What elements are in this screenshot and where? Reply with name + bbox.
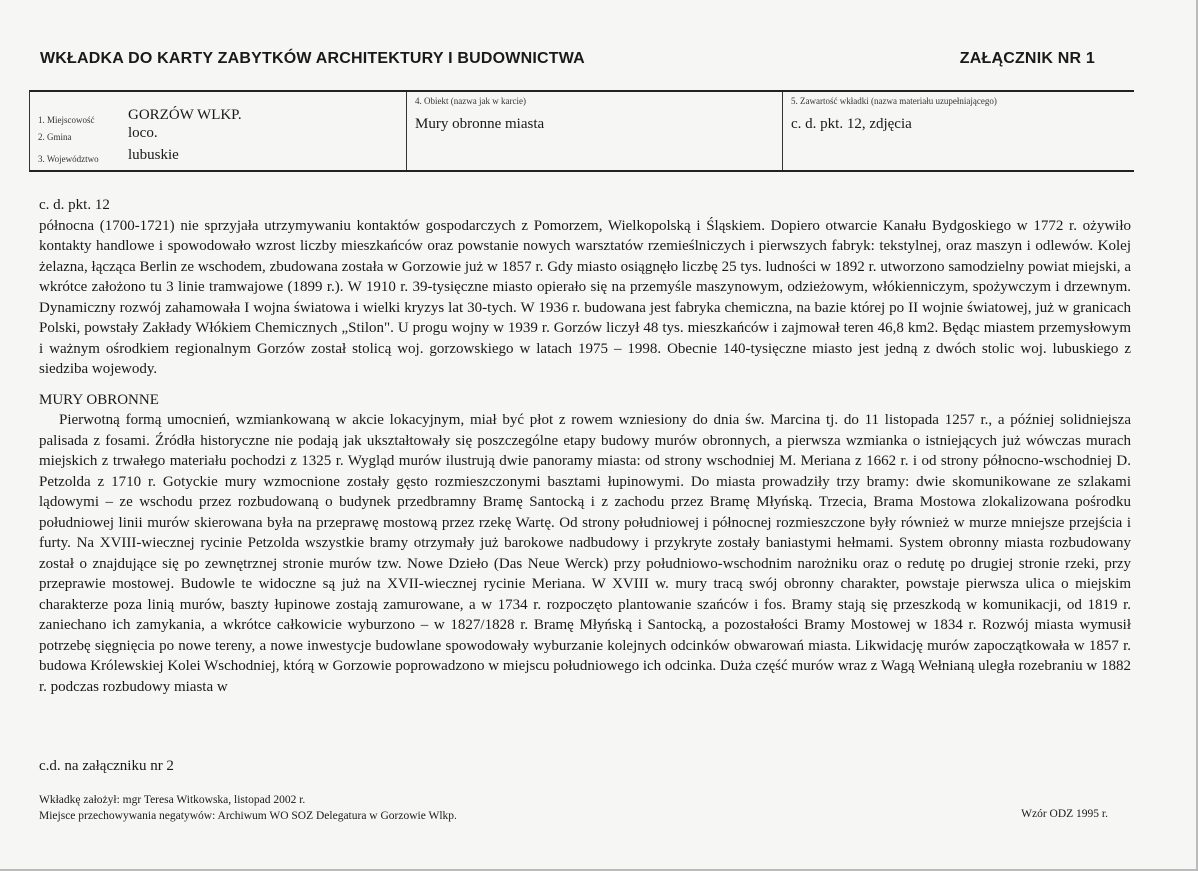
commune-label: 2. Gmina [38,132,72,142]
location-cell [30,92,406,170]
paragraph-walls: Pierwotną formą umocnień, wzmiankowaną w akcie lokacyjnym, miał być płot z rowem wzniesiony do dnia św. Marcina tj. do 11 listopada 1257 r., a później solidniejsza palisada z fosami. Źródła historyczne nie podają jak ukształtowały się poszczególne etapy budowy murów obronnych, a pierwsza wzmianka o istniejących już wówczas murach miejskich z trwałego materiału pochodzi z 1325 r. Wygląd murów ilustrują dwie panoramy miasta: od strony wschodniej M. Meriana z 1662 r. i od strony północno-wschodniej D. Petzolda z 1710 r. Gotyckie mury wzmocnione zostały gęsto rozmieszczonymi basztami łupinowymi. Do miasta prowadziły trzy bramy: dwie skomunikowane ze szlakami lądowymi – ze wschodu przez rozbudowaną o budynek przedbramny Bramę Santocką i z zachodu przez Bramę Młyńską. Trzecia, Brama Mostowa zlokalizowana pośrodku południowej linii murów skierowana była na przeprawę mostową przez rzekę Wartę. Od strony południowej i północnej rozmieszczone były również w murze mniejsze przejścia i furty. Na XVIII-wiecznej rycinie Petzolda wszystkie bramy otrzymały już barokowe nadbudowy i przykryte zostały baniastymi hełmami. System obronny miasta rozbudowany został o znajdujące się po zewnętrznej stronie murów tzw. Nowe Dzieło (Das Neue Werck) przy południowo-wschodnim narożniku oraz o redutę po drugiej stronie rzeki, przy przeprawie mostowej. Budowle te widoczne są już na XVII-wiecznej rycinie Meriana. W XVIII w. mury tracą swój obronny charakter, powstaje pierwsza ulica o miejskim charakterze poza linią murów, baszty łupinowe zostają zamurowane, a w 1734 r. rozpoczęto plantowanie szańców i fos. Bramy stają się przeszkodą w komunikacji, od 1819 r. zaniechano ich zamykania, a wkrótce całkowicie wyburzono – w 1827/1828 r. Bramę Młyńską i Santocką, a pozostałości Bramy Mostowej w 1834 r. Rozwój miasta wymusił potrzebę sięgnięcia po nowe tereny, a nowe inwestycje budowlane spowodowały wyburzanie kolejnych odcinków obwarowań miasta. Likwidację murów zapoczątkowała w 1857 r. budowa Królewskiej Kolei Wschodniej, którą w Gorzowie poprowadzono w miejscu południowego ich odcinka. Duża część murów wraz z Wagą Wełnianą uległa rozebraniu w 1882 r. podczas rozbudowy miasta w [39,412,1131,695]
body-text [39,195,1131,697]
paragraph-history: północna (1700-1721) nie sprzyjała utrzymywaniu kontaktów gospodarczych z Pomorzem, Wielkopolską i Śląskiem. Dopiero otwarcie Kanału Bydgoskiego w 1772 r. ożywiło kontakty handlowe i spowodowało wzrost liczby mieszkańców oraz powstanie nowych warsztatów rzemieślniczych i pierwszych fabryk: tekstylnej, oraz maszyn i odlewów. Kolej żelazna, łącząca Berlin ze wschodem, zbudowana została w Gorzowie już w 1857 r. Gdy miasto osiągnęło liczbę 25 tys. ludności w 1892 r. utworzono samodzielny powiat miejski, a wkrótce założono tu 3 linie tramwajowe (1899 r.). W 1910 r. 39-tysięczne miasto opierało się na przemyśle maszynowym, odzieżowym, włókienniczym, spożywczym i drzewnym. Dynamiczny rozwój zahamowała I wojna światowa i wielki kryzys lat 30-tych. W 1936 r. budowana jest fabryka chemiczna, na bazie której po II wojnie światowej, już w granicach Polski, powstały Zakłady Włókiem Chemicznych „Stilon". U progu wojny w 1939 r. Gorzów liczył 48 tys. mieszkańców i zajmował teren 46,8 km2. Będąc miastem przemysłowym i ważnym ośrodkiem regionalnym Gorzów został stolicą woj. gorzowskiego w latach 1975 – 1998. Obecnie 140-tysięczne miasto jest jedną z dwóch stolic woj. lubuskiego z siedziba wojewody. [39,217,1131,377]
continuation-ref: c. d. pkt. 12 [39,197,110,213]
section-heading: MURY OBRONNE [39,391,159,408]
footer-storage: Miejsce przechowywania negatywów: Archiwum WO SOZ Delegatura w Gorzowie Wlkp. [39,810,457,822]
locality-label: 1. Miejscowość [38,115,95,125]
form-title: WKŁADKA DO KARTY ZABYTKÓW ARCHITEKTURY I BUDOWNICTWA [40,50,585,67]
content-label: 5. Zawartość wkładki (nazwa materiału uzupełniającego) [791,96,997,106]
footer-author: Wkładkę założył: mgr Teresa Witkowska, listopad 2002 r. [39,794,306,806]
voivodeship-value: lubuskie [128,147,179,163]
locality-value: GORZÓW WLKP. [128,107,242,123]
object-cell [406,92,783,170]
commune-value: loco. [128,125,158,141]
object-label: 4. Obiekt (nazwa jak w karcie) [415,96,526,106]
voivodeship-label: 3. Województwo [38,154,99,164]
continued-note: c.d. na załączniku nr 2 [39,758,174,774]
info-box [29,90,1134,172]
object-value: Mury obronne miasta [415,116,545,132]
annex-number: ZAŁĄCZNIK NR 1 [959,50,1095,67]
content-cell [782,92,1134,170]
footer-template: Wzór ODZ 1995 r. [1021,808,1108,820]
content-value: c. d. pkt. 12, zdjęcia [791,116,912,132]
footer-left [39,792,457,824]
